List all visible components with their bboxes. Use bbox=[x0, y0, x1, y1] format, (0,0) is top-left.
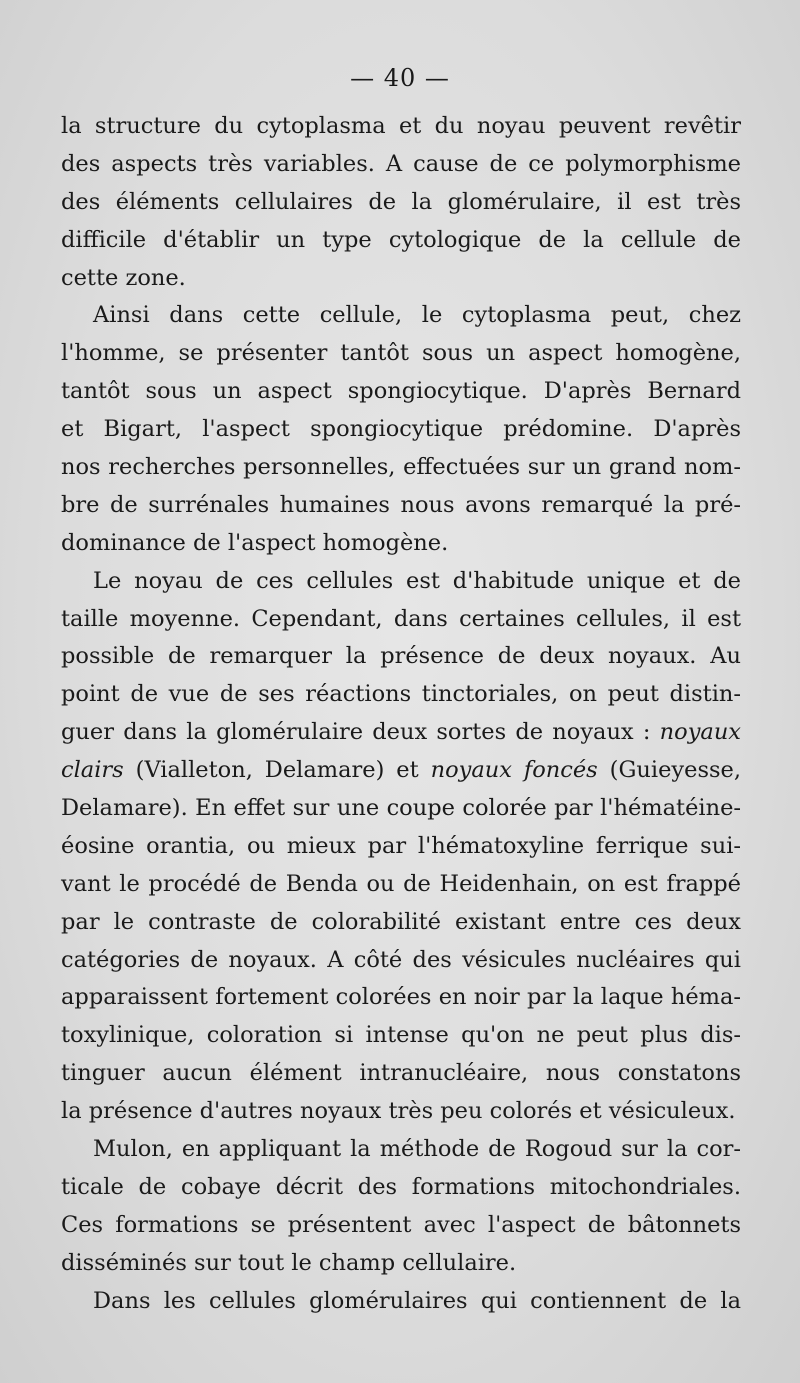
text-line: difficile d'établir un type cytologique de la cellule de bbox=[61, 226, 741, 253]
text-line: l'homme, se présenter tantôt sous un aspect homogène, bbox=[61, 340, 741, 367]
text-line: Le noyau de ces cellules est d'habitude unique et de bbox=[93, 567, 741, 594]
text-line: par le contraste de colorabilité existant entre ces deux bbox=[61, 908, 741, 935]
text-line: dominance de l'aspect homogène. bbox=[61, 529, 449, 556]
text-line: Ainsi dans cette cellule, le cytoplasma peut, chez bbox=[93, 302, 741, 329]
text-line: nos recherches personnelles, effectuées sur un grand nom- bbox=[61, 454, 741, 481]
text-line: ticale de cobaye décrit des formations mitochondriales. bbox=[61, 1173, 741, 1200]
text-line: toxylinique, coloration si intense qu'on ne peut plus dis- bbox=[61, 1022, 741, 1049]
text-line: la structure du cytoplasma et du noyau peuvent revêtir bbox=[61, 113, 741, 139]
text-line: Mulon, en appliquant la méthode de Rogoud sur la cor- bbox=[93, 1136, 741, 1163]
text-line: et Bigart, l'aspect spongiocytique prédomine. D'après bbox=[61, 416, 741, 443]
text-line: Dans les cellules glomérulaires qui contiennent de la bbox=[93, 1287, 741, 1314]
text-line: bre de surrénales humaines nous avons remarqué la pré- bbox=[61, 491, 741, 518]
italic-term: noyaux bbox=[659, 719, 741, 746]
italic-term: noyaux foncés bbox=[430, 757, 598, 784]
text-line: des éléments cellulaires de la glomérulaire, il est très bbox=[61, 188, 741, 215]
italic-term: clairs bbox=[61, 757, 124, 784]
text-line: la présence d'autres noyaux très peu colorés et vésiculeux. bbox=[61, 1098, 736, 1125]
text-line: disséminés sur tout le champ cellulaire. bbox=[61, 1249, 517, 1276]
text-line: catégories de noyaux. A côté des vésicules nucléaires qui bbox=[61, 946, 741, 973]
body-text bbox=[61, 108, 741, 1321]
text-line: Ces formations se présentent avec l'aspect de bâtonnets bbox=[61, 1211, 741, 1238]
text-line: apparaissent fortement colorées en noir par la laque héma- bbox=[61, 984, 741, 1011]
text-line: point de vue de ses réactions tinctoriales, on peut distin- bbox=[61, 681, 741, 708]
text-line: tinguer aucun élément intranucléaire, nous constatons bbox=[61, 1060, 741, 1087]
text-segment: (Guieyesse, bbox=[597, 757, 742, 784]
text-segment: (Vialleton, Delamare) et bbox=[123, 757, 431, 784]
text-line: tantôt sous un aspect spongiocytique. D'après Bernard bbox=[61, 378, 741, 405]
text-line: possible de remarquer la présence de deux noyaux. Au bbox=[61, 643, 741, 670]
text-segment: guer dans la glomérulaire deux sortes de noyaux : bbox=[61, 719, 660, 746]
text-line: vant le procédé de Benda ou de Heidenhain, on est frappé bbox=[61, 870, 741, 897]
text-line: éosine orantia, ou mieux par l'hématoxyline ferrique sui- bbox=[61, 832, 741, 859]
text-line: Delamare). En effet sur une coupe colorée par l'hématéine- bbox=[61, 795, 741, 822]
page-number: — 40 — bbox=[350, 64, 450, 92]
text-line bbox=[61, 752, 741, 790]
text-line: des aspects très variables. A cause de ce polymorphisme bbox=[61, 150, 741, 177]
text-line: taille moyenne. Cependant, dans certaines cellules, il est bbox=[61, 605, 741, 632]
text-line: cette zone. bbox=[61, 264, 186, 291]
text-line bbox=[61, 714, 741, 752]
